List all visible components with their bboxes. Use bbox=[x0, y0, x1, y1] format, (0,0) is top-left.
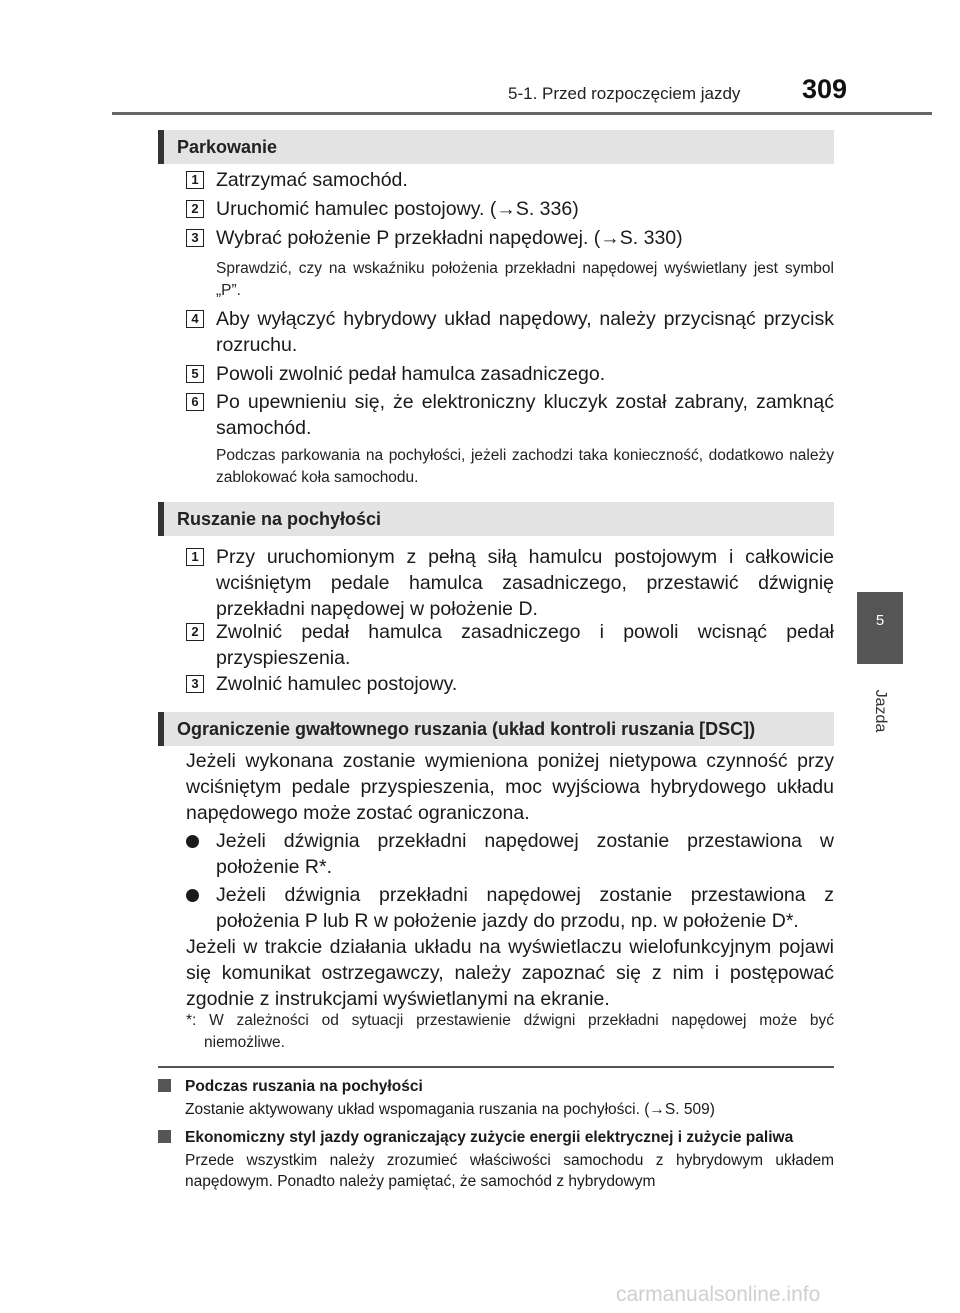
section-heading-parking bbox=[158, 130, 834, 164]
info-body: Przede wszystkim należy zrozumieć właściwości samochodu z hybrydowym układem napędowym. Ponadto należy pamiętać, że samochód z hybrydowym bbox=[185, 1152, 834, 1190]
step-note: Sprawdzić, czy na wskaźniku położenia przekładni napędowej wyświetlany jest symbol „P”. bbox=[216, 260, 834, 299]
info-body: Zostanie aktywowany układ wspomagania ruszania na pochyłości. (→S. 509) bbox=[185, 1101, 715, 1118]
step-number: 4 bbox=[186, 310, 204, 328]
info-item bbox=[158, 1127, 834, 1192]
bullet-dot-icon bbox=[186, 889, 199, 902]
header-rule bbox=[112, 112, 932, 115]
dsc-after: Jeżeli w trakcie działania układu na wyświetlaczu wielofunkcyjnym pojawi się komunikat ostrzegawczy, należy zapoznać się z nim i postępować zgodnie z instrukcjami wyświetlanymi na ekranie. bbox=[186, 936, 834, 1010]
square-bullet-icon bbox=[158, 1130, 171, 1143]
step-text: Przy uruchomionym z pełną siłą hamulcu postojowym i całkowicie wciśniętym pedale hamulca zasadniczego, przestawić dźwignię przekładni napędowej w położenie D. bbox=[216, 546, 834, 620]
info-heading: Ekonomiczny styl jazdy ograniczający zużycie energii elektrycznej i zużycie paliwa bbox=[185, 1129, 794, 1146]
step-number: 2 bbox=[186, 200, 204, 218]
bullet-dot-icon bbox=[186, 835, 199, 848]
square-bullet-icon bbox=[158, 1079, 171, 1092]
step-text: Powoli zwolnić pedał hamulca zasadniczego. bbox=[216, 363, 606, 385]
info-separator bbox=[158, 1066, 834, 1068]
step-number: 5 bbox=[186, 365, 204, 383]
section-title: Ograniczenie gwałtownego ruszania (układ kontroli ruszania [DSC]) bbox=[177, 719, 756, 739]
step-number: 3 bbox=[186, 229, 204, 247]
step-text: Zatrzymać samochód. bbox=[216, 169, 408, 191]
bullet-text: Jeżeli dźwignia przekładni napędowej zostanie przestawiona z położenia P lub R w położenie jazdy do przodu, np. w położenie D*. bbox=[216, 884, 834, 932]
section-heading-dsc bbox=[158, 712, 834, 746]
step-text: Wybrać położenie P przekładni napędowej. (→S. 330) bbox=[216, 227, 683, 249]
step-text: Aby wyłączyć hybrydowy układ napędowy, należy przycisnąć przycisk rozruchu. bbox=[216, 308, 834, 356]
bullet-item bbox=[186, 828, 834, 880]
dsc-intro: Jeżeli wykonana zostanie wymieniona poniżej nietypowa czynność przy wciśniętym pedale przyspieszenia, moc wyjściowa hybrydowego układu napędowego może zostać ograniczona. bbox=[186, 750, 834, 824]
step-note: Podczas parkowania na pochyłości, jeżeli zachodzi taka konieczność, dodatkowo należy zablokować koła samochodu. bbox=[216, 447, 834, 486]
chapter-tab-label bbox=[857, 676, 903, 746]
step-text: Zwolnić pedał hamulca zasadniczego i powoli wcisnąć pedał przyspieszenia. bbox=[216, 621, 834, 669]
step-text: Po upewnieniu się, że elektroniczny kluczyk został zabrany, zamknąć samochód. bbox=[216, 391, 834, 439]
bullet-text: Jeżeli dźwignia przekładni napędowej zostanie przestawiona w położenie R*. bbox=[216, 830, 834, 878]
step-number: 1 bbox=[186, 548, 204, 566]
info-item bbox=[158, 1076, 834, 1120]
section-heading-hill-start bbox=[158, 502, 834, 536]
step-number: 1 bbox=[186, 171, 204, 189]
chapter-tab-number: 5 bbox=[875, 612, 885, 629]
page-number: 309 bbox=[802, 74, 848, 104]
footnote: *: W zależności od sytuacji przestawienie dźwigni przekładni napędowej może być niemożliwe. bbox=[186, 1012, 834, 1051]
step-number: 3 bbox=[186, 675, 204, 693]
bullet-item bbox=[186, 882, 834, 934]
section-title: Ruszanie na pochyłości bbox=[177, 509, 382, 529]
step-text: Zwolnić hamulec postojowy. bbox=[216, 673, 458, 695]
step-number: 2 bbox=[186, 623, 204, 641]
step-number: 6 bbox=[186, 393, 204, 411]
watermark: carmanualsonline.info bbox=[616, 1283, 821, 1306]
chapter-tab-label-text: Jazda bbox=[872, 689, 889, 733]
section-title: Parkowanie bbox=[177, 137, 278, 157]
step-text: Uruchomić hamulec postojowy. (→S. 336) bbox=[216, 198, 579, 220]
info-heading: Podczas ruszania na pochyłości bbox=[185, 1078, 423, 1095]
running-header-section: 5-1. Przed rozpoczęciem jazdy bbox=[508, 84, 741, 103]
